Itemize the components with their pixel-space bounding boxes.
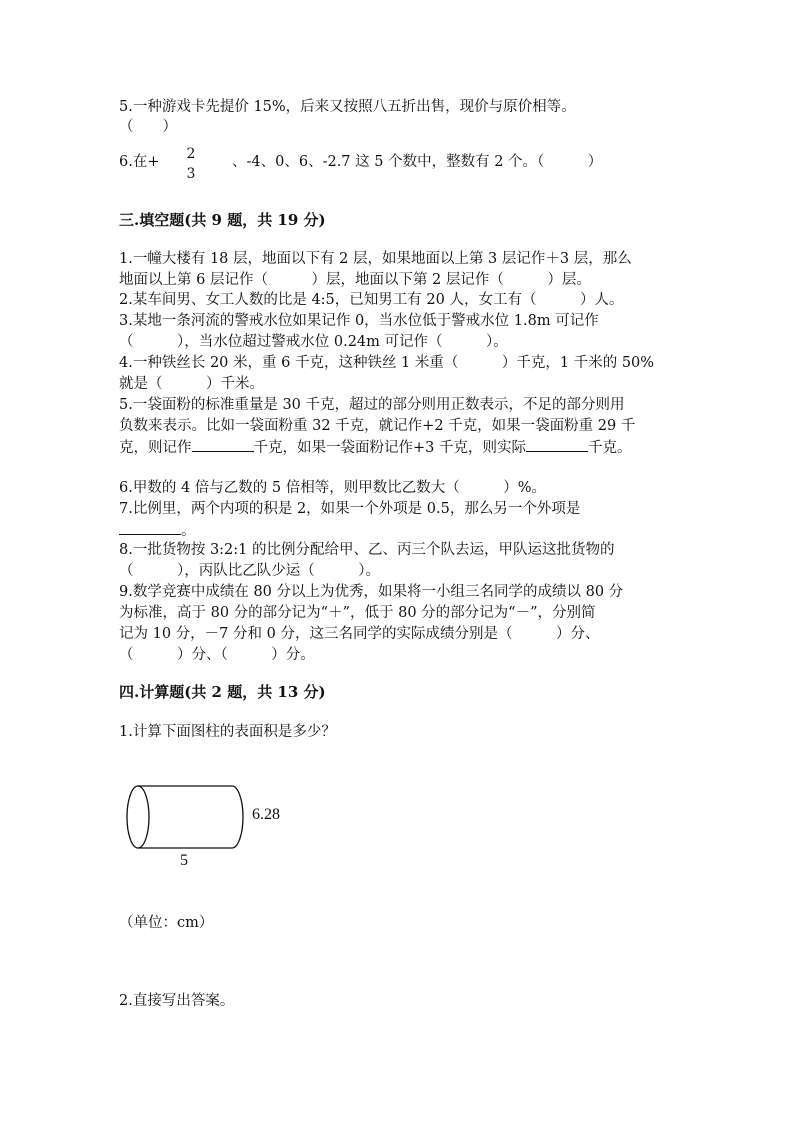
fill-line-14: 8.一批货物按 3:2:1 的比例分配给甲、乙、丙三个队去运，甲队运这批货物的 (119, 542, 615, 558)
unit-note: （单位：cm） (119, 915, 214, 931)
answer-blank-line (192, 437, 254, 452)
fill-line-12: 7.比例里，两个内项的积是 2，如果一个外项是 0.5，那么另一个外项是 (119, 501, 581, 517)
cylinder-drawing (120, 780, 300, 890)
fill-q5-part-b: 千克，如果一袋面粉记作+3 千克，则实际 (253, 440, 526, 456)
fill-line-6: 4.一种铁丝长 20 米，重 6 千克，这种铁丝 1 米重（ ）千克，1 千米的 50% (119, 355, 655, 371)
fill-q5-part-a: 克，则记作 (119, 440, 192, 456)
fill-line-11: 6.甲数的 4 倍与乙数的 5 倍相等，则甲数比乙数大（ ）%。 (119, 480, 546, 496)
fill-line-19: （ ）分、（ ）分。 (119, 647, 315, 663)
fill-line-9: 负数来表示。比如一袋面粉重 32 千克，就记作+2 千克，如果一袋面粉重 29 千 (119, 418, 636, 434)
fill-line-4: 3.某地一条河流的警戒水位如果记作 0，当水位低于警戒水位 1.8m 可记作 (119, 313, 599, 329)
fill-q5-part-c: 千克。 (587, 440, 632, 456)
calc-q1: 1.计算下面图柱的表面积是多少？ (119, 724, 336, 740)
fill-line-16: 9.数学竞赛中成绩在 80 分以上为优秀，如果将一小组三名同学的成绩以 80 分 (119, 584, 624, 600)
fraction-two-thirds (184, 145, 198, 183)
section3-heading: 三.填空题(共 9 题，共 19 分) (119, 211, 326, 229)
fill-q7-end: 。 (181, 523, 196, 539)
answer-blank-line (119, 520, 181, 535)
section4-heading: 四.计算题(共 2 题，共 13 分) (119, 683, 326, 701)
fraction-numerator: 2 (186, 146, 196, 162)
cylinder-right-base (232, 786, 243, 848)
fill-line-10 (119, 437, 631, 458)
fill-line-15: （ ），丙队比乙队少运（ ）。 (119, 563, 380, 579)
fill-line-18: 记为 10 分，－7 分和 0 分，这三名同学的实际成绩分别是（ ）分、 (119, 626, 600, 642)
fill-line-5: （ ），当水位超过警戒水位 0.24m 可记作（ ）。 (119, 334, 508, 350)
judgement-q5-line1: 5.一种游戏卡先提价 15%，后来又按照八五折出售，现价与原价相等。 (119, 99, 576, 115)
fill-line-2: 地面以上第 6 层记作（ ）层，地面以下第 2 层记作（ ）层。 (119, 272, 591, 288)
fill-line-13 (119, 520, 196, 541)
fraction-denominator: 3 (186, 166, 196, 182)
cylinder-figure (120, 780, 300, 890)
cylinder-left-base (127, 786, 149, 848)
judgement-q6-prefix: 6.在+ (119, 154, 160, 170)
calc-q2: 2.直接写出答案。 (119, 993, 235, 1009)
answer-blank-line (526, 437, 588, 452)
fill-line-7: 就是（ ）千米。 (119, 376, 264, 392)
fill-line-8: 5.一袋面粉的标准重量是 30 千克，超过的部分则用正数表示，不足的部分则用 (119, 397, 625, 413)
fill-line-17: 为标准，高于 80 分的部分记为“＋”，低于 80 分的部分记为“－”，分别简 (119, 605, 596, 621)
judgement-q6-suffix: 、-4、0、6、-2.7 这 5 个数中，整数有 2 个。（ ） (232, 154, 603, 170)
cylinder-height-label: 6.28 (252, 806, 280, 823)
fill-line-3: 2.某车间男、女工人数的比是 4:5，已知男工有 20 人，女工有（ ）人。 (119, 292, 624, 308)
fill-line-1: 1.一幢大楼有 18 层，地面以下有 2 层，如果地面以上第 3 层记作＋3 层，那么 (119, 251, 632, 267)
cylinder-length-label: 5 (180, 852, 188, 869)
judgement-q5-answer-blank: （ ） (119, 119, 177, 135)
